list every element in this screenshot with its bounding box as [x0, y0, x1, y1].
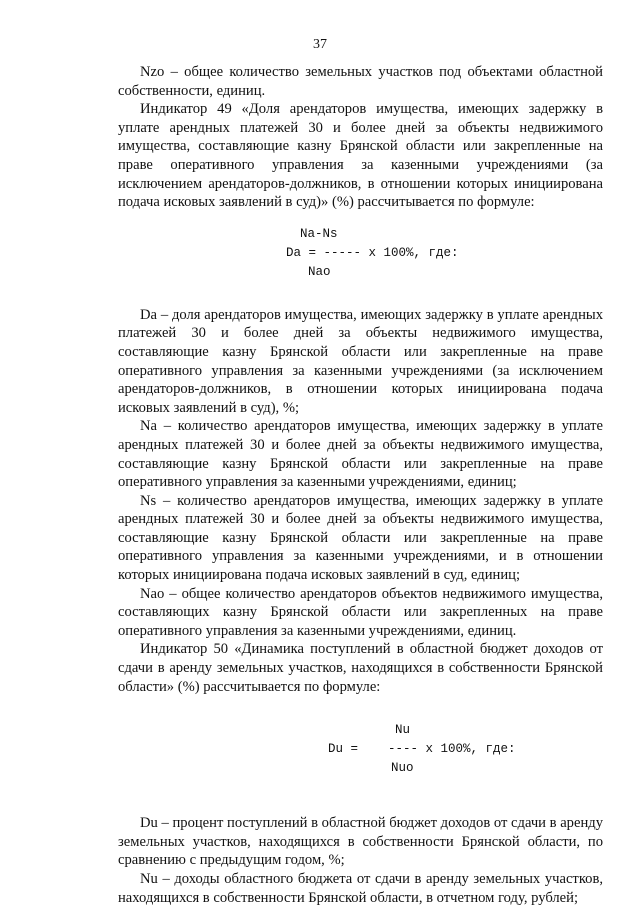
paragraph-nu-definition: Nu – доходы областного бюджета от сдачи в аренду земельных участков, находящихся в собственности Брянской области, в отчетном году, рублей; — [118, 871, 603, 906]
formula-du — [118, 722, 603, 792]
formula-da — [118, 226, 603, 296]
page-number: 37 — [313, 37, 327, 52]
paragraph-da-definition: Da – доля арендаторов имущества, имеющих задержку в уплате арендных платежей 30 и более дней за объекты недвижимого имущества, составляющие казну Брянской области или закрепленные на праве оперативного управления за казенными учреждениями (за исключением арендаторов-должников, в отношении которых инициирована подача исковых заявлений в суд), %; — [118, 306, 603, 416]
formula-du-main-line: Du = ---- x 100%, где: — [328, 742, 516, 757]
paragraph-nzo-definition: Nzo – общее количество земельных участков под объектами областной собственности, единиц. — [118, 64, 603, 99]
paragraph-na-definition: Na – количество арендаторов имущества, имеющих задержку в уплате арендных платежей 30 и более дней за объекты недвижимого имущества, составляющие казну Брянской области или закрепленные на праве оперативного управления за казенными учреждениями, единиц; — [118, 418, 603, 491]
paragraph-ns-definition: Ns – количество арендаторов имущества, имеющих задержку в уплате арендных платежей 30 и более дней за объекты недвижимого имущества, составляющие казну Брянской области или закрепленные на праве оперативного управления за казенными учреждениями, и в отношении которых инициирована подача исковых заявлений в суд, единиц; — [118, 492, 603, 584]
formula-da-numerator: Na-Ns — [300, 226, 338, 241]
document-body — [118, 63, 603, 907]
formula-du-denominator: Nuo — [391, 761, 414, 776]
formula-du-numerator: Nu — [395, 723, 411, 738]
formula-da-main-line: Da = ----- x 100%, где: — [286, 245, 459, 260]
paragraph-du-definition: Du – процент поступлений в областной бюджет доходов от сдачи в аренду земельных участков, находящихся в собственности Брянской области, по сравнению с предыдущим годом, %; — [118, 815, 603, 869]
paragraph-indicator-49: Индикатор 49 «Доля арендаторов имущества, имеющих задержку в уплате арендных платежей 30 и более дней за объекты недвижимого имущества, составляющие казну Брянской области или закрепленные на праве оперативного управления за казенными учреждениями (за исключением арендаторов-должников, в отношении которых инициирована подача исковых заявлений в суд)» (%) рассчитывается по формуле: — [118, 101, 603, 211]
formula-da-denominator: Nao — [308, 264, 331, 279]
paragraph-nao-definition: Nao – общее количество арендаторов объектов недвижимого имущества, составляющих казну Брянской области или закрепленных на праве оперативного управления за казенными учреждениями, единиц. — [118, 585, 603, 639]
paragraph-indicator-50: Индикатор 50 «Динамика поступлений в областной бюджет доходов от сдачи в аренду земельных участков, находящихся в собственности Брянской области» (%) рассчитывается по формуле: — [118, 641, 603, 695]
